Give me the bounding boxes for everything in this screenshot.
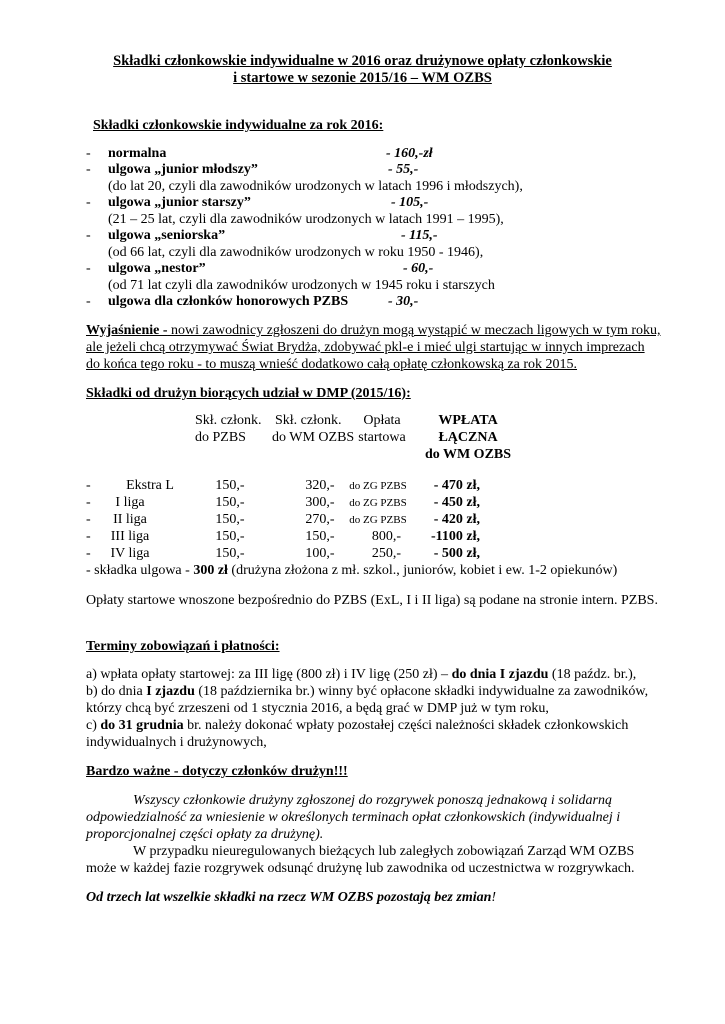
fee-label-seniorska: ulgowa „seniorska”	[108, 228, 226, 243]
deadline-c-line2: indywidualnych i drużynowych,	[86, 735, 267, 750]
fee-amount-seniorska: - 115,-	[401, 228, 438, 243]
deadline-b-line2: którzy chcą być zrzeszeni od 1 stycznia 2016, a będą grać w DMP już w tym roku,	[86, 701, 549, 716]
important-heading: Bardzo ważne - dotyczy członków drużyn!!!	[86, 764, 348, 779]
list-dash: -	[86, 146, 91, 161]
fee-amount-normal: - 160,-zł	[386, 146, 433, 161]
cell-start: 800,-	[371, 529, 401, 544]
explanation-line2: ale jeżeli chcą otrzymywać Świat Brydża, zdobywać pkl-e i mieć ulgi startując w innych imprezach	[86, 340, 645, 355]
col-header-total-2: ŁĄCZNA	[438, 430, 498, 445]
discount-note: - składka ulgowa - 300 zł (drużyna złożona z mł. szkol., juniorów, kobiet i ew. 1-2 opiekunów)	[86, 563, 618, 578]
col-header-start-1: Opłata	[363, 413, 401, 428]
cell-league: Ekstra L	[126, 478, 174, 493]
col-header-wm-2: do WM OZBS	[272, 430, 355, 445]
fee-note-junior-starszy: (21 – 25 lat, czyli dla zawodników urodzonych w latach 1991 – 1995),	[108, 212, 504, 227]
fee-label-normal: normalna	[108, 146, 167, 161]
fee-amount-junior-mlodszy: - 55,-	[388, 162, 419, 177]
row-dash: -	[86, 478, 91, 493]
explanation-line1: Wyjaśnienie - nowi zawodnicy zgłoszeni do drużyn mogą wystąpić w meczach ligowych w tym roku,	[86, 323, 661, 338]
cell-start: do ZG PZBS	[349, 514, 407, 526]
row-dash: -	[86, 512, 91, 527]
teams-heading: Składki od drużyn biorących udział w DMP (2015/16):	[86, 386, 411, 401]
cell-wm: 100,-	[305, 546, 335, 561]
cell-total: - 420 zł,	[433, 512, 480, 527]
fee-amount-nestor: - 60,-	[403, 261, 434, 276]
cell-league: III liga	[110, 529, 150, 544]
cell-league: I liga	[115, 495, 145, 510]
col-header-pzbs-2: do PZBS	[195, 430, 246, 445]
deadlines-heading: Terminy zobowiązań i płatności:	[86, 639, 280, 654]
cell-total: - 500 zł,	[433, 546, 480, 561]
cell-start: 250,-	[371, 546, 401, 561]
fee-label-junior-mlodszy: ulgowa „junior młodszy”	[108, 162, 258, 177]
fee-label-nestor: ulgowa „nestor”	[108, 261, 206, 276]
explanation-line3: do końca tego roku - to muszą wnieść dodatkowo całą opłatę członkowską za rok 2015.	[86, 357, 578, 372]
cell-start: do ZG PZBS	[349, 497, 407, 509]
cell-wm: 300,-	[305, 495, 335, 510]
fee-amount-honorowi: - 30,-	[388, 294, 419, 309]
row-dash: -	[86, 546, 91, 561]
cell-pzbs: 150,-	[215, 512, 245, 527]
deadline-a: a) wpłata opłaty startowej: za III ligę (800 zł) i IV ligę (250 zł) – do dnia I zjazdu (18 paźdz. br.),	[86, 667, 637, 682]
cell-total: - 470 zł,	[433, 478, 480, 493]
important-para2-line2: może w każdej fazie rozgrywek odsunąć drużynę lub zawodnika od uczestnictwa w rozgrywkach.	[86, 861, 635, 876]
row-dash: -	[86, 495, 91, 510]
cell-pzbs: 150,-	[215, 529, 245, 544]
col-header-wm-1: Skł. członk.	[275, 413, 342, 428]
cell-league: IV liga	[110, 546, 150, 561]
final-statement: Od trzech lat wszelkie składki na rzecz WM OZBS pozostają bez zmian!	[86, 890, 497, 905]
cell-pzbs: 150,-	[215, 478, 245, 493]
document-title-line1: Składki członkowskie indywidualne w 2016 oraz drużynowe opłaty członkowskie	[113, 53, 612, 69]
fee-label-junior-starszy: ulgowa „junior starszy”	[108, 195, 251, 210]
cell-total: -1100 zł,	[431, 529, 480, 544]
cell-total: - 450 zł,	[433, 495, 480, 510]
fees-note: Opłaty startowe wnoszone bezpośrednio do PZBS (ExL, I i II liga) są podane na stronie intern. PZBS.	[86, 593, 658, 608]
fee-amount-junior-starszy: - 105,-	[391, 195, 429, 210]
cell-league: II liga	[113, 512, 147, 527]
list-dash: -	[86, 294, 91, 309]
col-header-start-2: startowa	[358, 430, 406, 445]
fee-note-junior-mlodszy: (do lat 20, czyli dla zawodników urodzonych w latach 1996 i młodszych),	[108, 179, 523, 194]
col-header-total-1: WPŁATA	[438, 413, 498, 428]
important-para1-line2: odpowiedzialność za wniesienie w określonych terminach opłat członkowskich (indywidualnej i	[86, 810, 621, 825]
cell-wm: 320,-	[305, 478, 335, 493]
list-dash: -	[86, 162, 91, 177]
cell-wm: 270,-	[305, 512, 335, 527]
col-header-total-3: do WM OZBS	[424, 447, 512, 462]
fee-label-honorowi: ulgowa dla członków honorowych PZBS	[108, 294, 349, 309]
fee-note-nestor: (od 71 lat czyli dla zawodników urodzonych w 1945 roku i starszych	[108, 278, 495, 293]
list-dash: -	[86, 261, 91, 276]
important-para1-line1: Wszyscy członkowie drużyny zgłoszonej do rozgrywek ponoszą jednakową i solidarną	[133, 793, 612, 808]
list-dash: -	[86, 195, 91, 210]
cell-pzbs: 150,-	[215, 546, 245, 561]
col-header-pzbs-1: Skł. członk.	[195, 413, 262, 428]
individual-heading: Składki członkowskie indywidualne za rok 2016:	[93, 118, 384, 133]
important-para1-line3: proporcjonalnej części opłaty za drużynę).	[86, 827, 324, 842]
important-para2-line1: W przypadku nieuregulowanych bieżących lub zaległych zobowiązań Zarząd WM OZBS	[133, 844, 635, 859]
fee-note-seniorska: (od 66 lat, czyli dla zawodników urodzonych w roku 1950 - 1946),	[108, 245, 484, 260]
cell-wm: 150,-	[305, 529, 335, 544]
list-dash: -	[86, 228, 91, 243]
cell-start: do ZG PZBS	[349, 480, 407, 492]
row-dash: -	[86, 529, 91, 544]
deadline-b: b) do dnia I zjazdu (18 października br.) winny być opłacone składki indywidualne za zawodników,	[86, 684, 649, 699]
deadline-c: c) do 31 grudnia br. należy dokonać wpłaty pozostałej części należności składek członkowskich	[86, 718, 629, 733]
cell-pzbs: 150,-	[215, 495, 245, 510]
document-title-line2: i startowe w sezonie 2015/16 – WM OZBS	[233, 70, 492, 86]
explanation-label: Wyjaśnienie -	[86, 323, 168, 338]
